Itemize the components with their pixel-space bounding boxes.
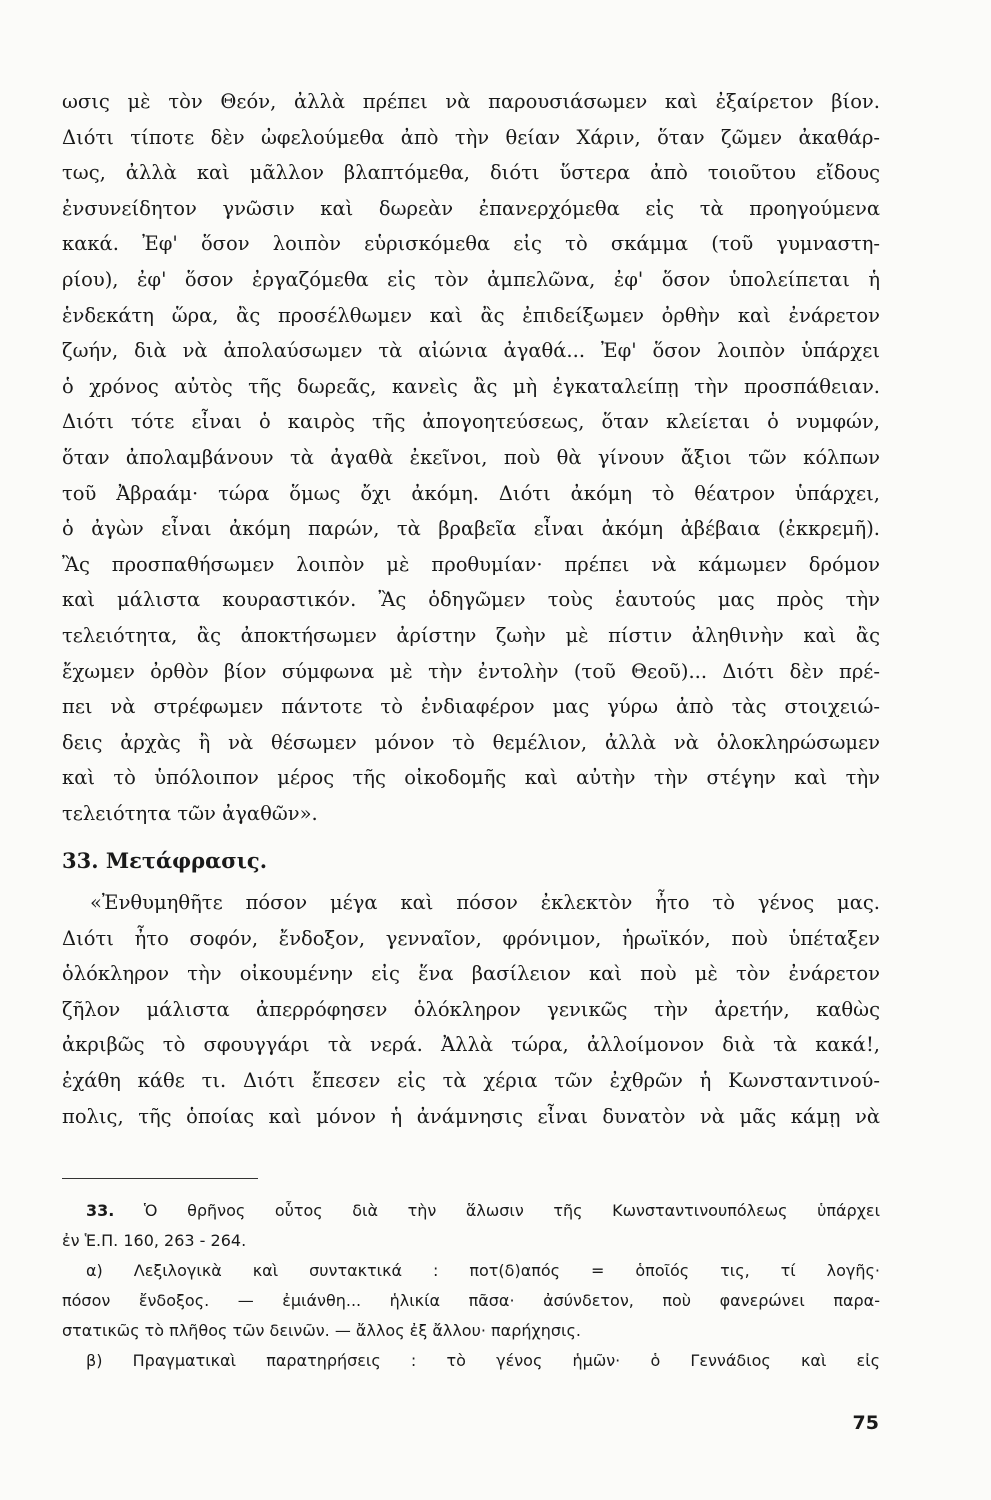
text-line: ζῆλον μάλιστα ἀπερρόφησεν ὁλόκληρον γενικῶς τὴν ἀρετήν, καθὼς <box>62 997 880 1021</box>
text-line: τελειότητα τῶν ἀγαθῶν». <box>62 801 318 825</box>
text-line: ωσις μὲ τὸν Θεόν, ἀλλὰ πρέπει νὰ παρουσιάσωμεν καὶ ἐξαίρετον βίον. <box>62 90 880 113</box>
footnote-line: β) Πραγματικαὶ παρατηρήσεις : τὸ γένος ἡμῶν· ὁ Γεννάδιος καὶ εἰς <box>86 1351 880 1370</box>
footnote-line: στατικῶς τὸ πλῆθος τῶν δεινῶν. — ἄλλος ἐξ ἄλλου· παρήχησις. <box>62 1321 581 1340</box>
text-line: τελειότητα, ἂς ἀποκτήσωμεν ἀρίστην ζωὴν μὲ πίστιν ἀληθινὴν καὶ ἂς <box>62 623 880 647</box>
text-line: καὶ μάλιστα κουραστικόν. Ἂς ὁδηγῶμεν τοὺς ἑαυτούς μας πρὸς τὴν <box>62 588 880 612</box>
text-line: ὁ ἀγὼν εἶναι ἀκόμη παρών, τὰ βραβεῖα εἶναι ἀκόμη ἀβέβαια (ἐκκρεμῆ). <box>62 517 880 541</box>
text-line: τοῦ Ἀβραάμ· τώρα ὅμως ὄχι ἀκόμη. Διότι ἀκόμη τὸ θέατρον ὑπάρχει, <box>62 481 880 505</box>
page-number: 75 <box>852 1412 879 1434</box>
text-line: πει νὰ στρέφωμεν πάντοτε τὸ ἐνδιαφέρον μας γύρω ἀπὸ τὰς στοιχειώ- <box>62 695 880 719</box>
text-line: ἐχάθη κάθε τι. Διότι ἔπεσεν εἰς τὰ χέρια τῶν ἐχθρῶν ἡ Κωνσταντινού- <box>62 1069 880 1093</box>
text-line: «Ἐνθυμηθῆτε πόσον μέγα καὶ πόσον ἐκλεκτὸν ἦτο τὸ γένος μας. <box>90 891 880 915</box>
text-line: ἐνσυνείδητον γνῶσιν καὶ δωρεὰν ἐπανερχόμεθα εἰς τὰ προηγούμενα <box>62 196 880 220</box>
section-heading: 33. Μετάφρασις. <box>62 848 268 874</box>
footnote-text: Ὁ θρῆνος οὗτος διὰ τὴν ἅλωσιν τῆς Κωνσταντινουπόλεως ὑπάρχει <box>143 1201 880 1220</box>
text-line: ἀκριβῶς τὸ σφουγγάρι τὰ νερά. Ἀλλὰ τώρα, ἀλλοίμονον διὰ τὰ κακά!, <box>62 1033 880 1057</box>
footnote-separator <box>62 1178 258 1179</box>
text-line: πολις, τῆς ὁποίας καὶ μόνον ἡ ἀνάμνησις εἶναι δυνατὸν νὰ μᾶς κάμῃ νὰ <box>62 1104 880 1128</box>
text-line: ζωήν, διὰ νὰ ἀπολαύσωμεν τὰ αἰώνια ἀγαθά... Ἐφ' ὅσον λοιπὸν ὑπάρχει <box>62 339 880 363</box>
text-line: τως, ἀλλὰ καὶ μᾶλλον βλαπτόμεθα, διότι ὕστερα ἀπὸ τοιοῦτου εἴδους <box>62 161 880 185</box>
text-line: Διότι τότε εἶναι ὁ καιρὸς τῆς ἀπογοητεύσεως, ὅταν κλείεται ὁ νυμφών, <box>62 410 880 434</box>
text-line: ὁ χρόνος αὐτὸς τῆς δωρεᾶς, κανεὶς ἂς μὴ ἐγκαταλείπῃ τὴν προσπάθειαν. <box>62 374 880 398</box>
footnotes <box>62 1196 880 1376</box>
text-line: καὶ τὸ ὑπόλοιπον μέρος τῆς οἰκοδομῆς καὶ αὐτὴν τὴν στέγην καὶ τὴν <box>62 766 880 790</box>
text-line: δεις ἀρχὰς ἢ νὰ θέσωμεν μόνον τὸ θεμέλιον, ἀλλὰ νὰ ὁλοκληρώσωμεν <box>62 730 880 754</box>
paragraph-continuation <box>62 84 880 831</box>
text-line: Διότι ἦτο σοφόν, ἔνδοξον, γενναῖον, φρόνιμον, ἡρωϊκόν, ποὺ ὑπέταξεν <box>62 926 880 950</box>
text-line: ὅταν ἀπολαμβάνουν τὰ ἀγαθὰ ἐκεῖνοι, ποὺ θὰ γίνουν ἄξιοι τῶν κόλπων <box>62 445 880 469</box>
footnote-number: 33. <box>86 1201 115 1220</box>
footnote-line: α) Λεξιλογικὰ καὶ συντακτικά : ποτ(δ)απός = ὁποῖός τις, τί λογῆς· <box>86 1261 880 1280</box>
text-line: κακά. Ἐφ' ὅσον λοιπὸν εὑρισκόμεθα εἰς τὸ σκάμμα (τοῦ γυμναστη- <box>62 232 880 256</box>
text-line: Διότι τίποτε δὲν ὠφελούμεθα ἀπὸ τὴν θείαν Χάριν, ὅταν ζῶμεν ἀκαθάρ- <box>62 125 880 149</box>
text-line: ὁλόκληρον τὴν οἰκουμένην εἰς ἕνα βασίλειον καὶ ποὺ μὲ τὸν ἐνάρετον <box>62 962 880 986</box>
footnote-line: ἐν Ἑ.Π. 160, 263 - 264. <box>62 1231 247 1250</box>
text-line: Ἂς προσπαθήσωμεν λοιπὸν μὲ προθυμίαν· πρέπει νὰ κάμωμεν δρόμον <box>62 552 880 576</box>
text-line: ἑνδεκάτη ὥρα, ἂς προσέλθωμεν καὶ ἂς ἐπιδείξωμεν ὀρθὴν καὶ ἐνάρετον <box>62 303 880 327</box>
footnote-line: πόσον ἔνδοξος. — ἐμιάνθη... ἡλικία πᾶσα· ἀσύνδετον, ποὺ φανερώνει παρα- <box>62 1291 880 1310</box>
footnote-line <box>62 1196 880 1226</box>
text-line: ἔχωμεν ὀρθὸν βίον σύμφωνα μὲ τὴν ἐντολὴν (τοῦ Θεοῦ)... Διότι δὲν πρέ- <box>62 659 880 683</box>
text-line: ρίου), ἐφ' ὅσον ἐργαζόμεθα εἰς τὸν ἀμπελῶνα, ἐφ' ὅσον ὑπολείπεται ἡ <box>62 267 880 291</box>
main-text <box>62 84 880 1134</box>
paragraph-translation <box>62 885 880 1134</box>
